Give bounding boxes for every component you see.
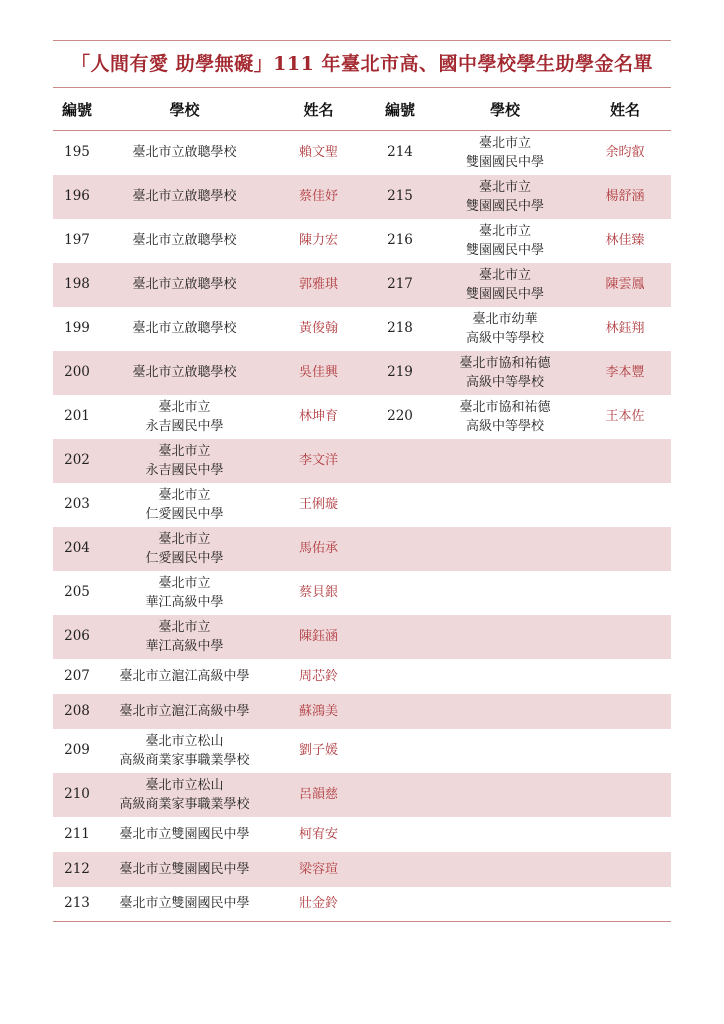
- left-entry-school: [101, 659, 268, 694]
- school-name-line: 華江高級中學: [145, 638, 224, 654]
- right-entry-school: [431, 307, 579, 351]
- left-entry-number: 199: [64, 320, 90, 336]
- left-entry-name: 黃俊翰: [298, 321, 338, 336]
- school-name-line: 臺北市幼華: [472, 311, 538, 327]
- right-entry-number: 219: [369, 351, 431, 395]
- right-entry-school: [431, 527, 579, 571]
- school-name-line: 臺北市立啟聰學校: [132, 321, 237, 336]
- table-row: [53, 263, 671, 307]
- school-name-line: 臺北市立: [478, 223, 531, 239]
- right-entry-school: [431, 852, 579, 887]
- table-row: [53, 615, 671, 659]
- right-entry-name: [579, 483, 671, 527]
- scholarship-list-page: [53, 40, 671, 922]
- school-name-line: 臺北市立啟聰學校: [132, 365, 237, 380]
- right-entry-number: [369, 729, 431, 773]
- left-entry-name: 賴文聖: [298, 145, 338, 161]
- school-name-line: 臺北市立: [158, 531, 211, 547]
- left-entry-number: 204: [53, 527, 101, 571]
- left-entry-number: 209: [64, 742, 90, 758]
- right-entry-number: [369, 887, 431, 922]
- left-entry-name: 梁容瑄: [268, 852, 369, 887]
- right-entry-school: [431, 439, 579, 483]
- right-entry-school: [431, 263, 579, 307]
- right-entry-number: [369, 571, 431, 615]
- right-entry-number: [369, 852, 431, 887]
- school-name-line: 雙園國民中學: [465, 286, 544, 302]
- left-entry-school: [101, 571, 268, 615]
- left-entry-number: 208: [53, 694, 101, 729]
- header-school-right: 學校: [431, 88, 579, 131]
- table-row: [53, 175, 671, 219]
- school-name-line: 臺北市立啟聰學校: [132, 145, 237, 161]
- right-entry-number: [369, 527, 431, 571]
- header-school-left: 學校: [101, 88, 268, 131]
- right-entry-name: 楊舒涵: [579, 175, 671, 219]
- scholarship-table: [53, 88, 671, 922]
- school-name-line: 永吉國民中學: [145, 418, 224, 434]
- right-entry-school: [431, 887, 579, 922]
- table-row: [53, 131, 671, 175]
- table-row: [53, 351, 671, 395]
- right-entry-name: [579, 887, 671, 922]
- right-entry-school: [431, 571, 579, 615]
- school-name-line: 臺北市立滬江高級中學: [119, 668, 250, 684]
- left-entry-school: [101, 351, 268, 395]
- left-entry-school: [101, 395, 268, 439]
- left-entry-number: 212: [53, 852, 101, 887]
- right-entry-school: [431, 659, 579, 694]
- right-entry-school: [431, 694, 579, 729]
- school-name-line: 臺北市立雙園國民中學: [119, 896, 250, 912]
- school-name-line: 高級商業家事職業學校: [119, 752, 250, 768]
- left-entry-school: [101, 439, 268, 483]
- school-name-line: 臺北市立啟聰學校: [132, 233, 237, 248]
- left-entry-number: 210: [53, 773, 101, 817]
- school-name-line: 高級中等學校: [465, 418, 544, 434]
- school-name-line: 臺北市協和祐德: [459, 399, 551, 415]
- right-entry-school: [431, 615, 579, 659]
- right-entry-name: [579, 527, 671, 571]
- right-entry-number: 215: [369, 175, 431, 219]
- left-entry-school: [101, 694, 268, 729]
- left-entry-number: 198: [53, 263, 101, 307]
- school-name-line: 高級商業家事職業學校: [119, 796, 250, 812]
- header-num-right: 編號: [369, 88, 431, 131]
- right-entry-school: [431, 395, 579, 439]
- right-entry-number: [369, 615, 431, 659]
- left-entry-name: 柯宥安: [298, 826, 338, 842]
- school-name-line: 臺北市立雙園國民中學: [119, 826, 250, 842]
- table-row: [53, 817, 671, 852]
- right-entry-number: [369, 773, 431, 817]
- page-title: 「人間有愛 助學無礙」111 年臺北市高、國中學校學生助學金名單: [71, 53, 653, 75]
- left-entry-name: 陳鈺涵: [268, 615, 369, 659]
- left-entry-number: 213: [53, 887, 101, 922]
- left-entry-school: [101, 175, 268, 219]
- left-entry-school: [101, 307, 268, 351]
- right-entry-school: [431, 773, 579, 817]
- school-name-line: 臺北市立: [478, 135, 531, 151]
- school-name-line: 雙園國民中學: [465, 242, 544, 258]
- school-name-line: 臺北市立雙園國民中學: [119, 861, 250, 877]
- right-entry-name: [579, 729, 671, 773]
- right-entry-number: 217: [369, 263, 431, 307]
- left-entry-name: 吳佳興: [268, 351, 369, 395]
- table-row: [53, 483, 671, 527]
- left-entry-school: [101, 817, 268, 852]
- right-entry-name: 陳雲鳳: [579, 263, 671, 307]
- school-name-line: 臺北市立啟聰學校: [132, 277, 237, 292]
- school-name-line: 臺北市立松山: [145, 733, 224, 749]
- right-entry-school: [431, 817, 579, 852]
- left-entry-name: 林坤育: [298, 409, 338, 424]
- right-entry-school: [431, 729, 579, 773]
- header-num-left: 編號: [53, 88, 101, 131]
- left-entry-school: [101, 773, 268, 817]
- right-entry-number: [369, 694, 431, 729]
- left-entry-name: 壯金鈴: [268, 887, 369, 922]
- right-entry-number: [369, 817, 431, 852]
- left-entry-name: 劉子媛: [298, 743, 338, 758]
- left-entry-number: 205: [64, 584, 90, 600]
- school-name-line: 臺北市立: [478, 267, 531, 283]
- right-entry-number: 220: [387, 408, 413, 424]
- left-entry-school: [101, 729, 268, 773]
- left-entry-school: [101, 887, 268, 922]
- school-name-line: 臺北市立: [158, 575, 211, 591]
- left-entry-name: 蘇鴻美: [268, 694, 369, 729]
- left-entry-number: 196: [53, 175, 101, 219]
- table-header-row: [53, 88, 671, 131]
- right-entry-school: [431, 175, 579, 219]
- right-entry-number: 216: [387, 232, 413, 248]
- right-entry-name: [579, 615, 671, 659]
- school-name-line: 臺北市立: [158, 619, 211, 635]
- table-row: [53, 852, 671, 887]
- table-row: [53, 219, 671, 263]
- right-entry-name: [579, 571, 671, 615]
- left-entry-number: 202: [53, 439, 101, 483]
- left-entry-number: 207: [64, 667, 90, 684]
- table-row: [53, 439, 671, 483]
- right-entry-name: [579, 659, 671, 694]
- right-entry-number: 218: [387, 320, 413, 336]
- table-row: [53, 694, 671, 729]
- right-entry-name: [579, 694, 671, 729]
- right-entry-school: [431, 483, 579, 527]
- school-name-line: 雙園國民中學: [465, 154, 544, 170]
- school-name-line: 臺北市協和祐德: [459, 355, 551, 371]
- right-entry-name: 林鈺翔: [605, 321, 645, 336]
- table-row: [53, 571, 671, 615]
- left-entry-name: 陳力宏: [298, 233, 338, 248]
- right-entry-school: [431, 351, 579, 395]
- right-entry-number: [369, 483, 431, 527]
- school-name-line: 臺北市立: [478, 179, 531, 195]
- right-entry-name: 余昀叡: [605, 145, 645, 161]
- header-name-right: 姓名: [579, 88, 671, 131]
- left-entry-name: 馬佑承: [268, 527, 369, 571]
- left-entry-number: 197: [64, 232, 90, 248]
- left-entry-school: [101, 483, 268, 527]
- left-entry-school: [101, 131, 268, 175]
- left-entry-number: 203: [64, 496, 90, 512]
- right-entry-name: 李本豐: [579, 351, 671, 395]
- table-body: [53, 131, 671, 922]
- school-name-line: 臺北市立滬江高級中學: [119, 703, 250, 719]
- school-name-line: 臺北市立: [158, 399, 211, 415]
- left-entry-school: [101, 615, 268, 659]
- right-entry-name: [579, 852, 671, 887]
- school-name-line: 高級中等學校: [465, 330, 544, 346]
- right-entry-name: [579, 817, 671, 852]
- left-entry-school: [101, 527, 268, 571]
- left-entry-name: 呂韻慈: [268, 773, 369, 817]
- school-name-line: 臺北市立松山: [145, 777, 224, 793]
- school-name-line: 臺北市立: [158, 443, 211, 459]
- school-name-line: 臺北市立: [158, 487, 211, 503]
- left-entry-name: 蔡貝銀: [298, 585, 338, 600]
- school-name-line: 臺北市立啟聰學校: [132, 189, 237, 204]
- right-entry-school: [431, 219, 579, 263]
- right-entry-school: [431, 131, 579, 175]
- right-entry-number: [369, 659, 431, 694]
- left-entry-number: 211: [64, 825, 90, 842]
- right-entry-name: [579, 773, 671, 817]
- left-entry-number: 195: [64, 144, 90, 161]
- left-entry-number: 200: [53, 351, 101, 395]
- school-name-line: 仁愛國民中學: [145, 506, 224, 522]
- left-entry-school: [101, 219, 268, 263]
- table-row: [53, 729, 671, 773]
- table-row: [53, 887, 671, 922]
- left-entry-number: 201: [64, 408, 90, 424]
- right-entry-number: [369, 439, 431, 483]
- table-row: [53, 527, 671, 571]
- table-row: [53, 659, 671, 694]
- school-name-line: 仁愛國民中學: [145, 550, 224, 566]
- header-name-left: 姓名: [268, 88, 369, 131]
- right-entry-name: 王本佐: [605, 409, 645, 424]
- school-name-line: 高級中等學校: [465, 374, 544, 390]
- left-entry-name: 郭雅琪: [268, 263, 369, 307]
- left-entry-name: 蔡佳妤: [268, 175, 369, 219]
- table-row: [53, 773, 671, 817]
- school-name-line: 永吉國民中學: [145, 462, 224, 478]
- school-name-line: 雙園國民中學: [465, 198, 544, 214]
- table-row: [53, 307, 671, 351]
- school-name-line: 華江高級中學: [145, 594, 224, 610]
- left-entry-name: 李文洋: [268, 439, 369, 483]
- left-entry-school: [101, 852, 268, 887]
- left-entry-name: 王俐璇: [298, 497, 338, 512]
- right-entry-number: 214: [387, 144, 413, 161]
- table-row: [53, 395, 671, 439]
- left-entry-number: 206: [53, 615, 101, 659]
- right-entry-name: 林佳臻: [605, 233, 645, 248]
- left-entry-school: [101, 263, 268, 307]
- left-entry-name: 周芯鈴: [298, 668, 338, 684]
- right-entry-name: [579, 439, 671, 483]
